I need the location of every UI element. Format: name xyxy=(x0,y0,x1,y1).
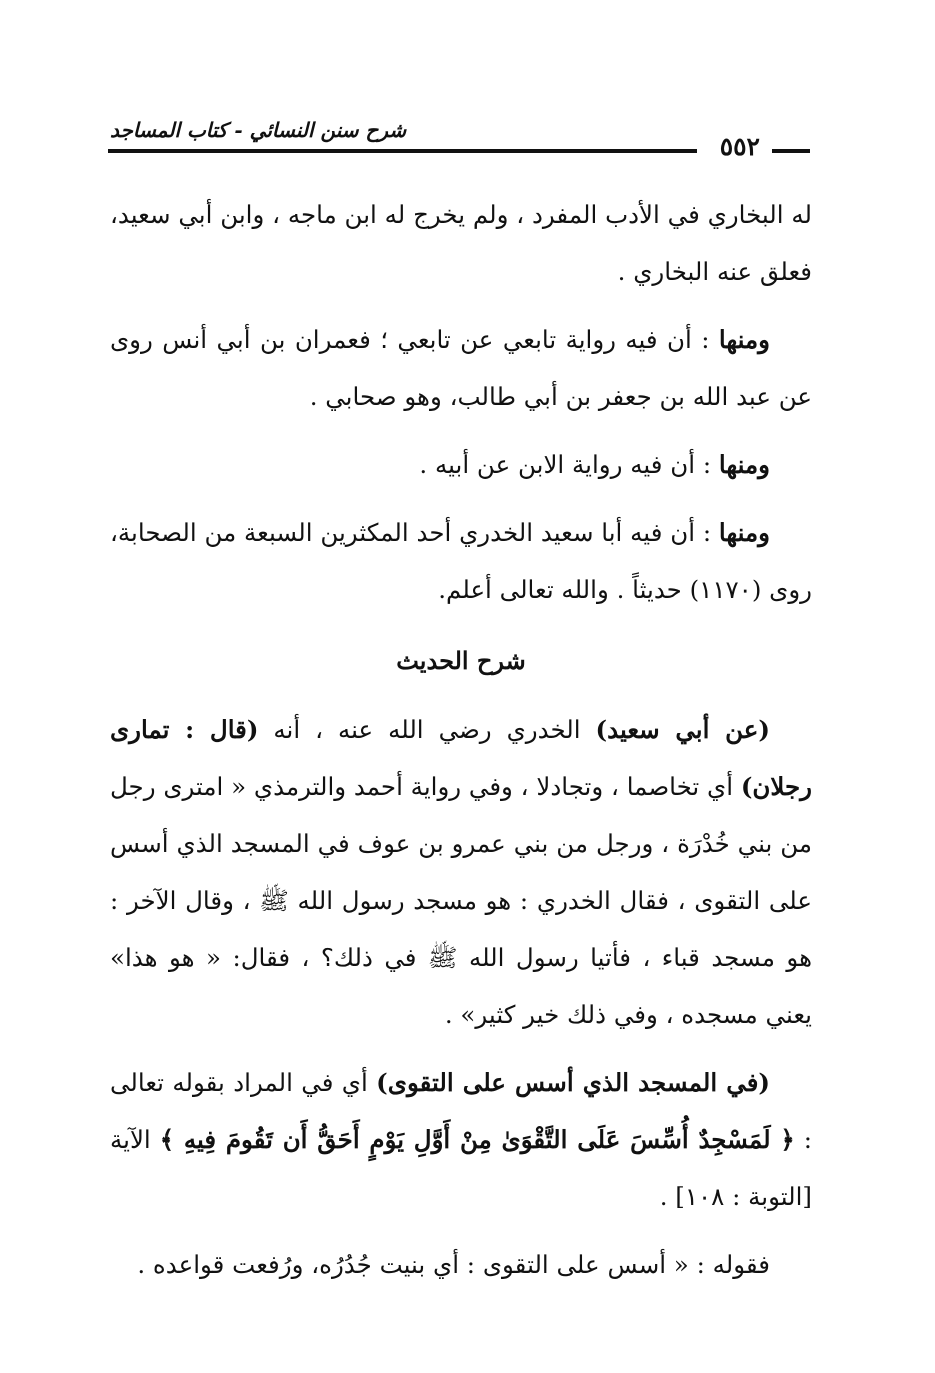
paragraph-text: : أن فيه رواية تابعي عن تابعي ؛ فعمران بن أبي أنس روى عن عبد الله بن جعفر بن أبي طالب، وهو صحابي . xyxy=(110,325,812,411)
paragraph-text: الآية [التوبة : ١٠٨] . xyxy=(110,1125,812,1211)
paragraph-text: أي في المراد بقوله تعالى : xyxy=(110,1068,813,1154)
page-body xyxy=(110,186,812,1304)
paragraph-text: أي تخاصما ، وتجادلا ، وفي رواية أحمد والترمذي « امترى رجل من بني خُدْرَة ، ورجل من بني عمرو بن عوف في المسجد الذي أسس على التقوى ، فقال الخدري : هو مسجد رسول الله ﷺ ، وقال الآخر : هو مسجد قباء ، فأتيا رسول الله ﷺ في ذلك؟ ، فقال: « هو هذا» يعني مسجده ، وفي ذلك خير كثير» . xyxy=(110,772,812,1029)
paragraph-2 xyxy=(110,311,812,425)
paragraph-5 xyxy=(110,701,812,1043)
paragraph-6 xyxy=(110,1054,812,1225)
paragraph-3 xyxy=(110,436,812,493)
paragraph-4 xyxy=(110,504,812,618)
header-dash xyxy=(772,149,810,153)
paragraph-text: الخدري رضي الله عنه ، أنه xyxy=(258,715,596,744)
keyword: ومنها xyxy=(718,325,770,354)
paragraph-1 xyxy=(110,186,812,300)
keyword: ومنها xyxy=(718,518,771,547)
keyword: (قال : تمارى رجلان) xyxy=(110,715,812,801)
paragraph-text: فقوله : « أسس على التقوى : أي بنيت جُدُرُه، ورُفعت قواعده . xyxy=(137,1250,770,1279)
paragraph-text: : أن فيه أبا سعيد الخدري أحد المكثرين السبعة من الصحابة، روى (١١٧٠) حديثاً . والله تعالى أعلم. xyxy=(110,518,812,604)
quran-verse: ﴿ لَمَسْجِدٌ أُسِّسَ عَلَى التَّقْوَىٰ مِنْ أَوَّلِ يَوْمٍ أَحَقُّ أَن تَقُومَ فِيهِ ﴾ xyxy=(159,1125,795,1154)
paragraph-text: : أن فيه رواية الابن عن أبيه . xyxy=(419,450,719,479)
running-title: شرح سنن النسائي - كتاب المساجد xyxy=(110,118,407,142)
page-number: ٥٥٢ xyxy=(719,132,760,161)
keyword: (في المسجد الذي أسس على التقوى) xyxy=(376,1068,770,1097)
header-rule xyxy=(108,149,697,153)
page-header xyxy=(108,118,810,166)
paragraph-text: له البخاري في الأدب المفرد ، ولم يخرج له ابن ماجه ، وابن أبي سعيد، فعلق عنه البخاري . xyxy=(110,200,812,286)
keyword: ومنها xyxy=(718,450,770,479)
keyword: (عن أبي سعيد) xyxy=(595,715,770,744)
paragraph-7 xyxy=(110,1236,812,1293)
section-title: شرح الحديث xyxy=(396,646,526,675)
